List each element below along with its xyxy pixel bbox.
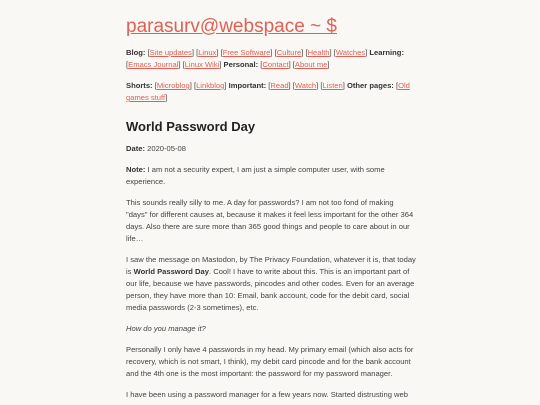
nav-shorts-label: Shorts:: [126, 81, 153, 90]
post-title: World Password Day: [126, 119, 256, 134]
post-paragraph-6: I have been using a password manager for a few years now. Started distrusting web: [126, 390, 408, 399]
post-paragraph-3: [126, 254, 416, 314]
nav-link-about-me[interactable]: About me: [294, 60, 328, 69]
nav-blog-label: Blog:: [126, 48, 146, 57]
nav-link-old-games-stuff[interactable]: Old games stuff: [126, 81, 410, 102]
post-paragraph-3-bold: World Password Day: [133, 267, 209, 276]
nav-link-listen[interactable]: Listen: [322, 81, 343, 90]
post-paragraph-4: [126, 323, 416, 335]
nav-personal-label: Personal:: [223, 60, 259, 69]
post-date-label: Date:: [126, 144, 145, 153]
site-title-link[interactable]: parasurv@webspace ~ $: [126, 16, 337, 37]
nav-link-read[interactable]: Read: [270, 81, 289, 90]
nav-learning-label: Learning:: [369, 48, 404, 57]
nav-link-site-updates[interactable]: Site updates: [149, 48, 192, 57]
nav-secondary: Shorts: [Microblog] [Linkblog] Important: [Read] [Watch] [Listen] Other pages: [Old games stuff]: [126, 81, 410, 102]
post-question: How do you manage it?: [126, 324, 206, 333]
nav-link-linux[interactable]: Linux: [198, 48, 217, 57]
post-paragraph-3-start: I saw the message on Mastodon, by The Privacy Foundation, whatever it is, that today is: [126, 255, 416, 276]
nav-link-contact[interactable]: Contact: [262, 60, 289, 69]
post-paragraph-5: Personally I only have 4 passwords in my head. My primary email (which also acts for recovery, which is not smart, I think), my debit card pincode and for the bank account and the 4th one is the most important: the password for my password manager.: [126, 345, 414, 378]
post-paragraph-2: This sounds really silly to me. A day for passwords? I am not too fond of making "days" for different causes at, because it makes it feel less important for the other 364 days. Also there are sure more than 365 good things and people to care about in our life…: [126, 198, 414, 243]
post-date-value: 2020-05-08: [147, 144, 186, 153]
nav-link-health[interactable]: Health: [307, 48, 330, 57]
post-note-label: Note:: [126, 165, 146, 174]
nav-link-culture[interactable]: Culture: [276, 48, 302, 57]
nav-link-free-software[interactable]: Free Software: [222, 48, 271, 57]
nav-link-emacs-journal[interactable]: Emacs Journal: [128, 60, 179, 69]
post-note: [126, 164, 416, 188]
nav-other-label: Other pages:: [346, 81, 394, 90]
nav-link-linkblog[interactable]: Linkblog: [196, 81, 225, 90]
nav-important-label: Important:: [228, 81, 267, 90]
post-note-text: I am not a security expert, I am just a simple computer user, with some experience.: [126, 165, 385, 186]
nav-link-linux-wiki[interactable]: Linux Wiki: [184, 60, 220, 69]
post-date: [126, 143, 416, 155]
page-content: [126, 0, 416, 401]
nav-primary: Blog: [Site updates] [Linux] [Free Software] [Culture] [Health] [Watches] Learning: [Emacs Journal] [Linux Wiki] Personal: [Contact] [About me]: [126, 48, 404, 69]
nav-link-watches[interactable]: Watches: [335, 48, 366, 57]
nav-link-watch[interactable]: Watch: [294, 81, 317, 90]
nav-link-microblog[interactable]: Microblog: [156, 81, 190, 90]
post-paragraph-3-end: . Cool! I have to write about this. This is an important part of our life, because we have passwords, pincodes and other codes. Even for an average person, they have more than 10: Email, bank account, code for the debit card, social media passwords (2-3 sometimes), etc.: [126, 267, 415, 312]
